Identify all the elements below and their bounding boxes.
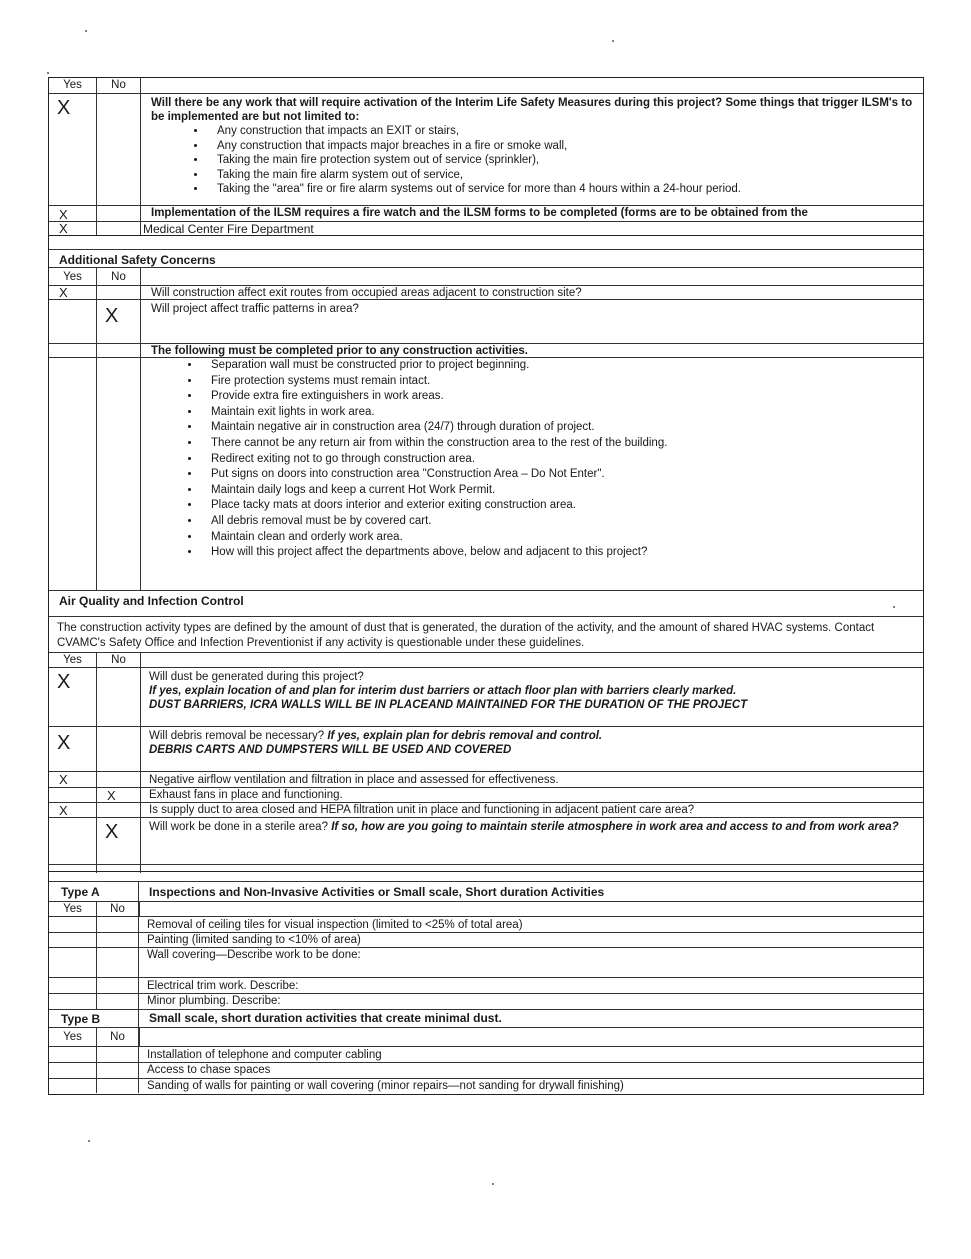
type-b-label: Type B xyxy=(49,1010,139,1027)
scan-speck xyxy=(612,40,614,42)
no-checkbox[interactable] xyxy=(97,727,141,771)
ilsm-question-row xyxy=(49,94,923,206)
yes-checkbox[interactable]: X xyxy=(49,727,97,771)
safety-and-air-table xyxy=(48,235,924,872)
list-item: • Taking the "area" fire or fire alarm systems out of service for more than 4 hours within a 24-hour period. xyxy=(207,182,923,197)
no-column-header: No xyxy=(97,902,139,916)
type-b-title-row xyxy=(49,1010,923,1028)
activity-item: Installation of telephone and computer cabling xyxy=(147,1049,382,1061)
question-text: Will construction affect exit routes from occupied areas adjacent to construction site? xyxy=(151,287,582,299)
question-column-header xyxy=(141,78,923,93)
sterile-question-cell xyxy=(141,818,923,864)
list-item: • Separation wall must be constructed prior to project beginning. xyxy=(201,358,923,374)
ilsm-implementation-row xyxy=(49,206,923,222)
table-row xyxy=(49,948,923,978)
question-text: Negative airflow ventilation and filtration in place and assessed for effectiveness. xyxy=(149,774,559,786)
yes-column-header: Yes xyxy=(49,653,97,667)
spacer-row xyxy=(49,872,923,882)
yes-checkbox[interactable] xyxy=(49,1047,97,1062)
no-checkbox[interactable] xyxy=(97,222,141,236)
yes-column-header: Yes xyxy=(49,78,97,93)
yes-checkbox[interactable] xyxy=(49,300,97,343)
prereq-cell xyxy=(141,358,923,590)
yes-checkbox[interactable] xyxy=(49,1079,97,1093)
activity-types-table xyxy=(48,872,924,1095)
activity-item: Electrical trim work. Describe: xyxy=(147,980,299,992)
table-header-row xyxy=(49,902,923,917)
yes-checkbox[interactable]: X xyxy=(49,286,97,299)
table-row xyxy=(49,933,923,948)
list-item: • Any construction that impacts an EXIT or stairs, xyxy=(207,124,923,139)
list-item: • Any construction that impacts major breaches in a fire or smoke wall, xyxy=(207,139,923,154)
sterile-question: Will work be done in a sterile area? xyxy=(149,821,328,833)
no-checkbox[interactable]: X xyxy=(97,300,141,343)
table-header-row xyxy=(49,653,923,668)
debris-question-cell xyxy=(141,727,923,771)
ilsm-trigger-list xyxy=(151,124,923,197)
table-row xyxy=(49,994,923,1010)
list-item: • Maintain exit lights in work area. xyxy=(201,405,923,421)
question-row xyxy=(49,300,923,344)
type-a-label: Type A xyxy=(49,882,139,901)
list-item: • Provide extra fire extinguishers in work areas. xyxy=(201,389,923,405)
no-column-header: No xyxy=(97,1028,139,1046)
yes-checkbox[interactable] xyxy=(49,948,97,977)
list-item: • Fire protection systems must remain intact. xyxy=(201,374,923,390)
question-row xyxy=(49,286,923,300)
no-checkbox[interactable] xyxy=(97,94,141,205)
question-row xyxy=(49,803,923,818)
debris-row xyxy=(49,727,923,772)
list-item: • Taking the main fire alarm system out of service, xyxy=(207,168,923,183)
list-item: • Redirect exiting not to go through construction area. xyxy=(201,452,923,468)
ilsm-continuation-row xyxy=(49,222,923,236)
ilsm-question: Will there be any work that will require activation of the Interim Life Safety Measures during this project? Some things that trigger ILSM's to be implemented are but not limited to: xyxy=(151,97,913,123)
prereq-title: The following must be completed prior to any construction activities. xyxy=(151,345,528,357)
table-row xyxy=(49,1079,923,1093)
prereq-list xyxy=(141,358,923,561)
question-text: Is supply duct to area closed and HEPA filtration unit in place and functioning in adjacent patient care area? xyxy=(149,804,695,816)
yes-checkbox[interactable] xyxy=(49,358,97,590)
no-checkbox[interactable] xyxy=(97,803,141,817)
list-item: • Maintain negative air in construction area (24/7) through duration of project. xyxy=(201,420,923,436)
item-column-header xyxy=(139,902,923,916)
table-header-row xyxy=(49,268,923,286)
yes-checkbox[interactable] xyxy=(49,1063,97,1078)
no-checkbox[interactable] xyxy=(97,933,139,947)
scan-speck xyxy=(88,1140,90,1142)
no-checkbox[interactable] xyxy=(97,917,139,932)
yes-checkbox[interactable] xyxy=(49,994,97,1009)
table-header-row xyxy=(49,1028,923,1047)
debris-instruction: If yes, explain plan for debris removal and control. xyxy=(327,730,603,742)
question-text: Will project affect traffic patterns in area? xyxy=(151,303,359,315)
debris-answer: DEBRIS CARTS AND DUMPSTERS WILL BE USED AND COVERED xyxy=(149,744,512,756)
no-checkbox[interactable] xyxy=(97,344,141,357)
no-checkbox[interactable] xyxy=(97,978,139,993)
no-column-header: No xyxy=(97,268,141,285)
section-title-row xyxy=(49,591,923,617)
yes-checkbox[interactable] xyxy=(49,818,97,864)
type-b-title: Small scale, short duration activities that create minimal dust. xyxy=(149,1011,502,1025)
scan-speck xyxy=(492,1183,494,1185)
yes-checkbox[interactable] xyxy=(49,917,97,932)
continuation-text: Medical Center Fire Department xyxy=(143,222,314,236)
yes-checkbox[interactable]: X xyxy=(49,206,97,221)
sterile-instruction: If so, how are you going to maintain sterile atmosphere in work area and access to and from work area? xyxy=(331,821,899,833)
air-intro-text: The construction activity types are defined by the amount of dust that is generated, the duration of the activity, and the amount of shared HVAC systems. Contact CVAMC's Safety Office and Infection Preventionist if any activity is questionable under these guidelines. xyxy=(57,622,875,649)
no-checkbox[interactable]: X xyxy=(97,788,141,802)
no-checkbox[interactable] xyxy=(97,358,141,590)
no-checkbox[interactable] xyxy=(97,286,141,299)
scan-speck xyxy=(85,30,87,32)
table-row xyxy=(49,1063,923,1079)
prereq-list-row xyxy=(49,358,923,591)
yes-checkbox[interactable] xyxy=(49,933,97,947)
yes-checkbox[interactable]: X xyxy=(49,668,97,726)
list-item: • Place tacky mats at doors interior and exterior exiting construction area. xyxy=(201,498,923,514)
yes-checkbox[interactable] xyxy=(49,978,97,993)
scan-speck xyxy=(47,72,49,74)
no-checkbox[interactable] xyxy=(97,772,141,787)
additional-safety-title: Additional Safety Concerns xyxy=(59,253,216,267)
list-item: • All debris removal must be by covered cart. xyxy=(201,514,923,530)
item-column-header xyxy=(139,1028,923,1046)
prereq-title-row xyxy=(49,344,923,358)
yes-checkbox[interactable]: X xyxy=(49,94,97,205)
table-row xyxy=(49,978,923,994)
air-quality-title: Air Quality and Infection Control xyxy=(59,594,244,608)
dust-answer: DUST BARRIERS, ICRA WALLS WILL BE IN PLACEAND MAINTAINED FOR THE DURATION OF THE PROJECT xyxy=(149,699,748,711)
yes-checkbox[interactable]: X xyxy=(49,222,97,236)
no-checkbox[interactable] xyxy=(97,1079,139,1093)
no-checkbox[interactable] xyxy=(97,1063,139,1078)
dust-question: Will dust be generated during this project? xyxy=(149,671,364,683)
no-checkbox[interactable] xyxy=(97,1047,139,1062)
dust-instruction: If yes, explain location of and plan for interim dust barriers or attach floor plan with barriers clearly marked. xyxy=(149,685,737,697)
question-text: Exhaust fans in place and functioning. xyxy=(149,789,343,801)
no-checkbox[interactable] xyxy=(97,948,139,977)
activity-item: Wall covering—Describe work to be done: xyxy=(147,949,361,961)
activity-item: Removal of ceiling tiles for visual inspection (limited to <25% of total area) xyxy=(147,919,523,931)
table-row xyxy=(49,917,923,933)
ilsm-question-cell xyxy=(141,94,923,205)
no-column-header: No xyxy=(97,653,141,667)
yes-column-header: Yes xyxy=(49,268,97,285)
activity-item: Minor plumbing. Describe: xyxy=(147,995,281,1007)
table-row xyxy=(49,1047,923,1063)
air-intro-row xyxy=(49,617,923,653)
dust-question-cell xyxy=(141,668,923,726)
ilsm-table xyxy=(48,77,924,235)
sterile-row xyxy=(49,818,923,865)
no-checkbox[interactable] xyxy=(97,206,141,221)
question-column-header xyxy=(141,653,923,667)
yes-checkbox[interactable]: X xyxy=(49,803,97,817)
no-checkbox[interactable] xyxy=(97,668,141,726)
list-item: • How will this project affect the departments above, below and adjacent to this project? xyxy=(201,545,923,561)
yes-checkbox[interactable] xyxy=(49,344,97,357)
activity-item: Sanding of walls for painting or wall covering (minor repairs—not sanding for drywall finishing) xyxy=(147,1080,624,1092)
activity-item: Access to chase spaces xyxy=(147,1064,271,1076)
list-item: • Maintain clean and orderly work area. xyxy=(201,530,923,546)
no-column-header: No xyxy=(97,78,141,93)
table-header-row xyxy=(49,78,923,94)
yes-column-header: Yes xyxy=(49,902,97,916)
debris-question: Will debris removal be necessary? xyxy=(149,730,325,742)
list-item: • Put signs on doors into construction area "Construction Area – Do Not Enter". xyxy=(201,467,923,483)
list-item: • There cannot be any return air from within the construction area to the rest of the building. xyxy=(201,436,923,452)
yes-checkbox[interactable]: X xyxy=(49,772,97,787)
type-a-title: Inspections and Non-Invasive Activities or Small scale, Short duration Activities xyxy=(149,885,605,899)
dust-row xyxy=(49,668,923,727)
spacer-row xyxy=(49,236,923,250)
question-row xyxy=(49,772,923,788)
yes-checkbox[interactable] xyxy=(49,788,97,802)
yes-column-header: Yes xyxy=(49,1028,97,1046)
list-item: • Maintain daily logs and keep a current Hot Work Permit. xyxy=(201,483,923,499)
question-row xyxy=(49,788,923,803)
list-item: • Taking the main fire protection system out of service (sprinkler), xyxy=(207,153,923,168)
type-a-title-row xyxy=(49,882,923,902)
section-title-row xyxy=(49,250,923,268)
no-checkbox[interactable] xyxy=(97,994,139,1009)
no-checkbox[interactable]: X xyxy=(97,818,141,864)
activity-item: Painting (limited sanding to <10% of area) xyxy=(147,934,361,946)
implementation-text: Implementation of the ILSM requires a fire watch and the ILSM forms to be completed (forms are to be obtained from the xyxy=(151,207,808,219)
question-column-header xyxy=(141,268,923,285)
